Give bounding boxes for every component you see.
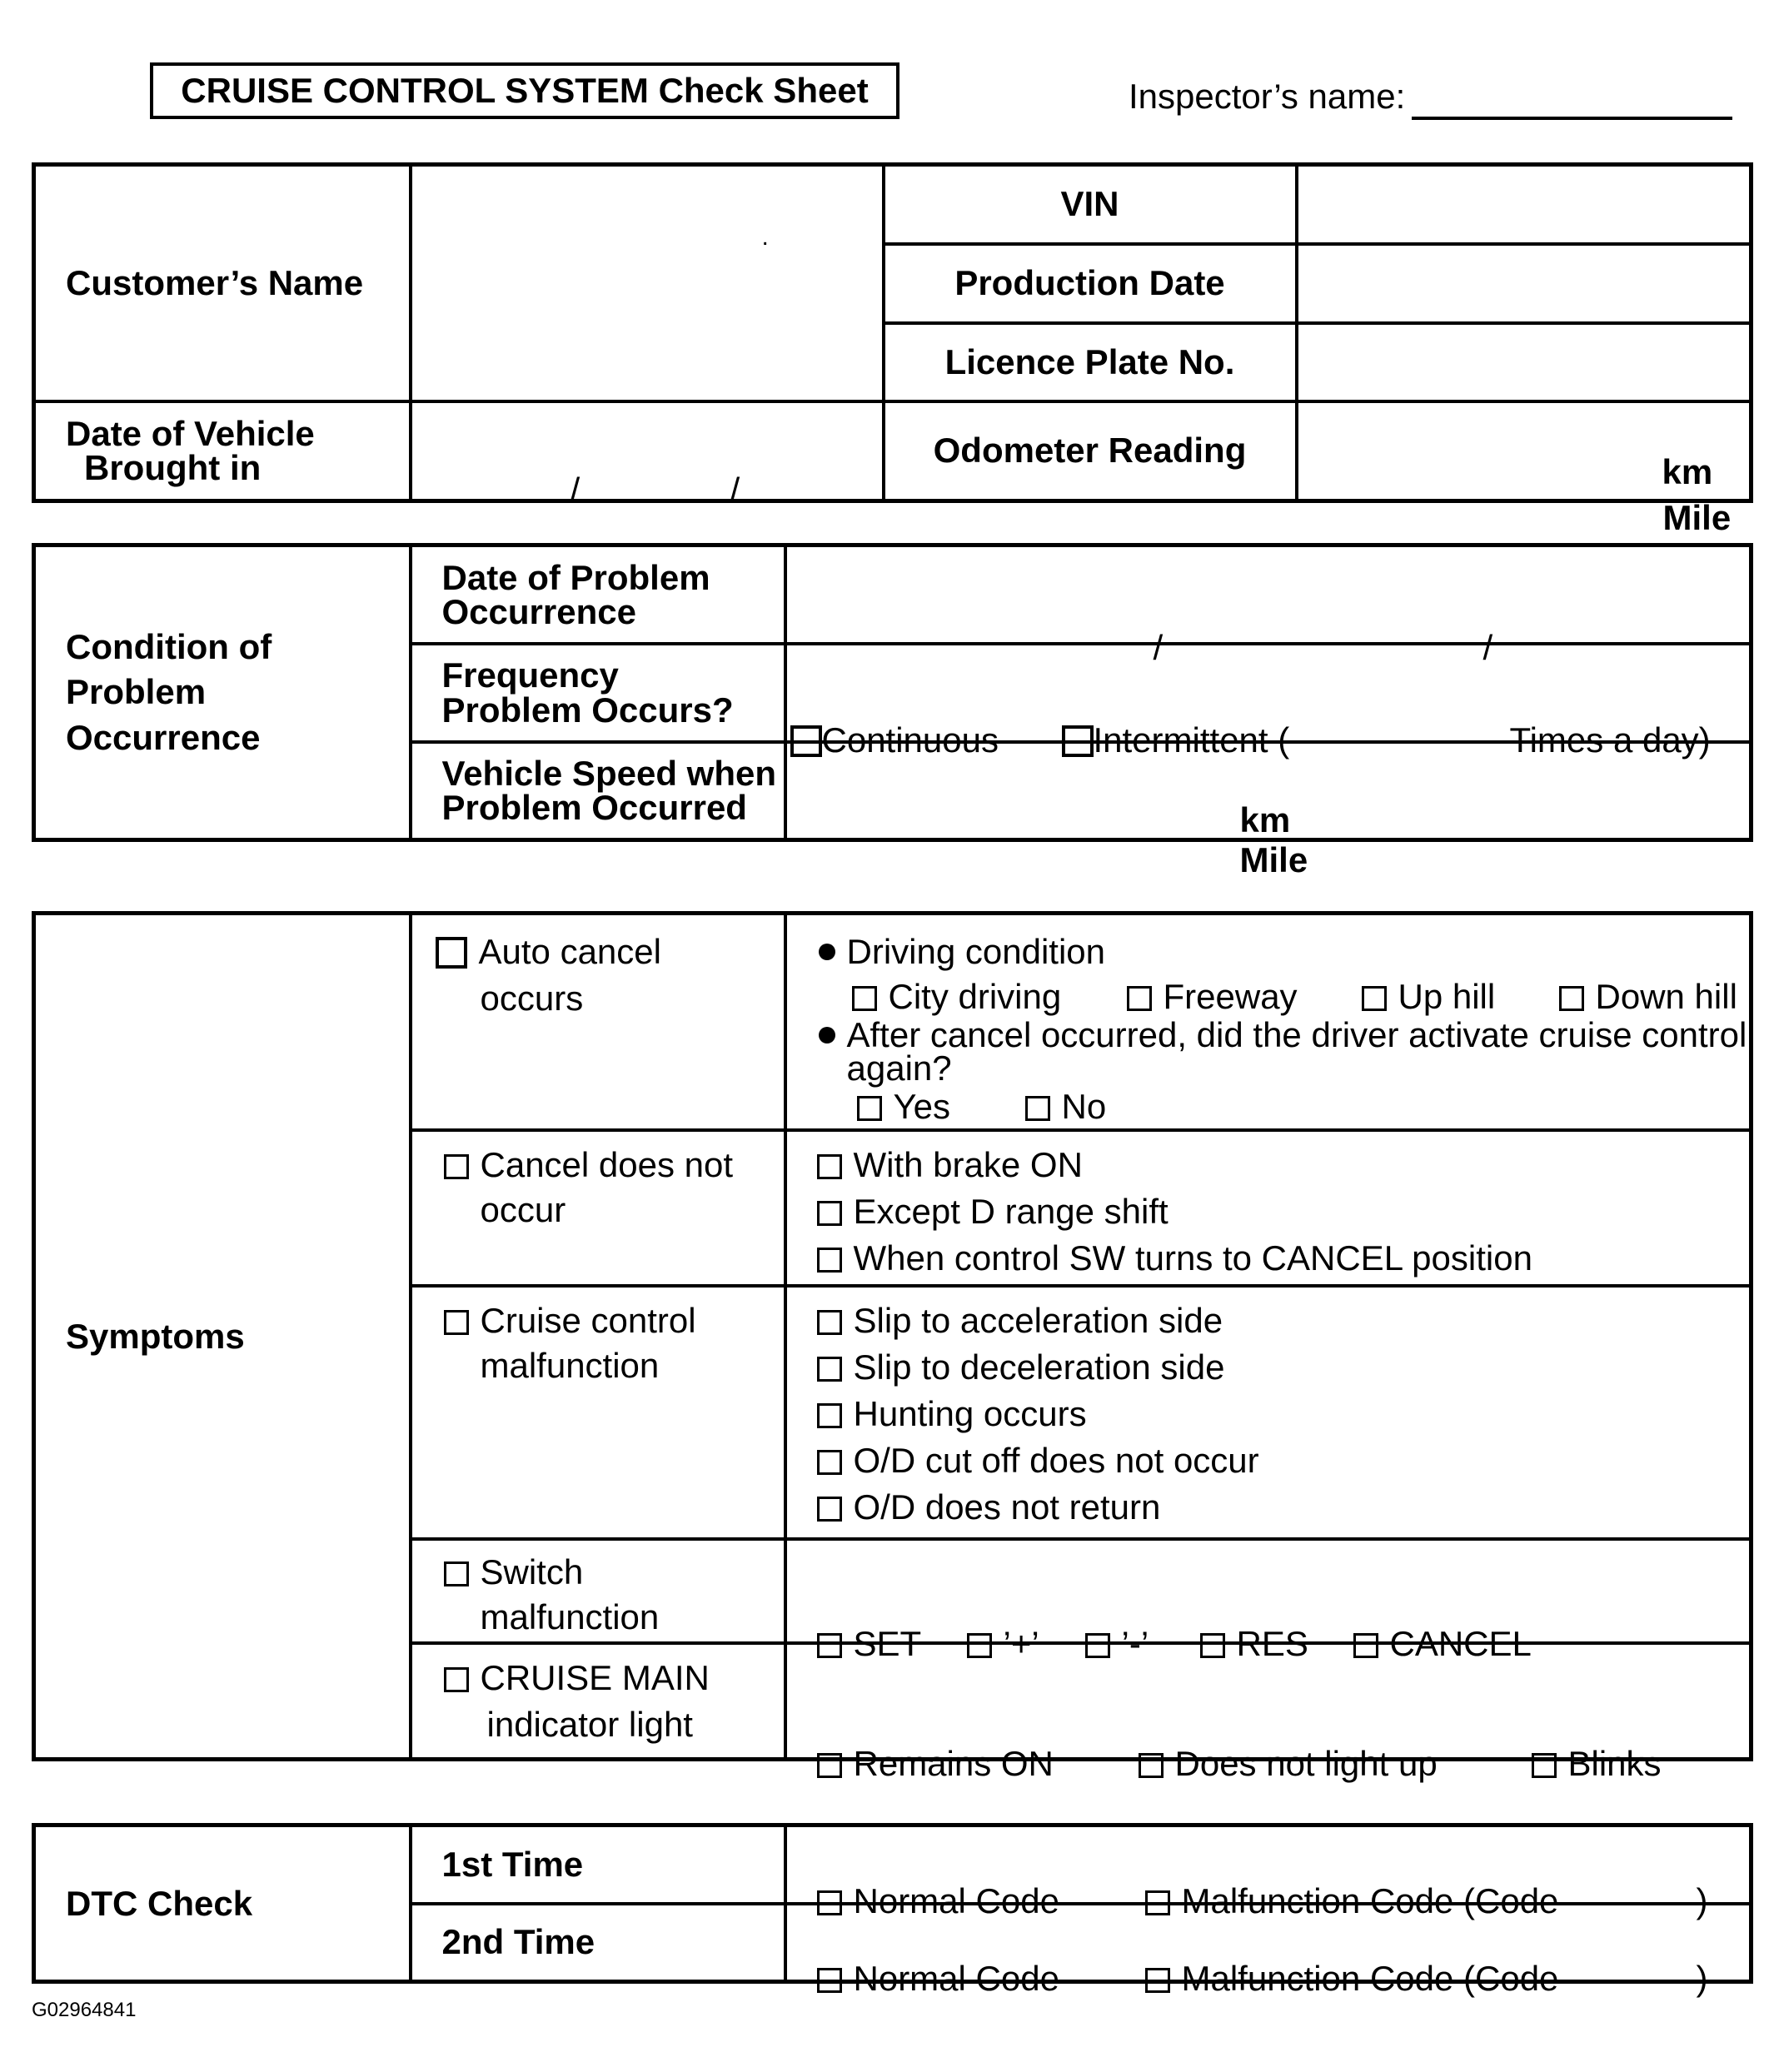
date-problem-label: Date of Problem Occurrence bbox=[411, 545, 785, 644]
minus-option[interactable]: ’-’ bbox=[1085, 1624, 1149, 1664]
set-option[interactable]: SET bbox=[817, 1624, 922, 1664]
date-problem-field[interactable] bbox=[785, 545, 1752, 667]
downhill-option[interactable]: Down hill bbox=[1559, 977, 1737, 1017]
dtc-section-label: DTC Check bbox=[34, 1825, 411, 1982]
symptoms-section-label: Symptoms bbox=[34, 914, 411, 1760]
does-not-light-option[interactable]: Does not light up bbox=[1139, 1744, 1438, 1784]
checkbox-icon[interactable] bbox=[444, 1667, 469, 1692]
customer-name-dot: . bbox=[761, 223, 769, 251]
licence-plate-label: Licence Plate No. bbox=[884, 323, 1297, 401]
auto-cancel-details: Driving condition City driving Freeway Up hill Down hill After cancel occurred, did the driver activate cruise control again? Yes No bbox=[785, 914, 1752, 1130]
unit-mile: Mile bbox=[1662, 498, 1732, 538]
dtc-check-table bbox=[32, 1823, 1753, 1999]
continuous-option[interactable]: Continuous bbox=[790, 720, 999, 760]
production-date-field[interactable] bbox=[1297, 244, 1752, 323]
vin-field[interactable] bbox=[1297, 165, 1752, 244]
freeway-option[interactable]: Freeway bbox=[1127, 977, 1298, 1017]
checkbox-icon[interactable] bbox=[790, 725, 822, 757]
intermittent-option[interactable]: Intermittent ( bbox=[1062, 720, 1290, 760]
inspector-name-label: Inspector’s name: bbox=[1129, 77, 1406, 116]
second-time-options: Normal Code Malfunction Code (Code ) bbox=[785, 1904, 1752, 1982]
customer-name-label: Customer’s Name bbox=[34, 165, 411, 401]
inspector-name-field[interactable] bbox=[1412, 117, 1732, 120]
odometer-label: Odometer Reading bbox=[884, 401, 1297, 501]
control-sw-cancel-option[interactable]: When control SW turns to CANCEL position bbox=[817, 1238, 1532, 1278]
hunting-option[interactable]: Hunting occurs bbox=[817, 1394, 1087, 1434]
slip-deceleration-option[interactable]: Slip to deceleration side bbox=[817, 1347, 1225, 1387]
date-separator: / bbox=[1153, 627, 1164, 667]
bullet-icon bbox=[819, 944, 835, 960]
slip-acceleration-option[interactable]: Slip to acceleration side bbox=[817, 1301, 1223, 1341]
bullet-icon bbox=[819, 1027, 835, 1043]
switch-malfunction-details bbox=[785, 1539, 1752, 1663]
first-time-options: Normal Code Malfunction Code (Code ) bbox=[785, 1825, 1752, 1904]
no-option[interactable]: No bbox=[1025, 1087, 1107, 1127]
with-brake-on-option[interactable]: With brake ON bbox=[817, 1145, 1083, 1185]
date-separator: / bbox=[570, 471, 581, 511]
date-brought-in-field[interactable] bbox=[411, 401, 884, 511]
times-a-day-label: Times a day) bbox=[1509, 720, 1711, 760]
remains-on-option[interactable]: Remains ON bbox=[817, 1744, 1054, 1784]
first-time-label: 1st Time bbox=[411, 1825, 785, 1904]
cruise-malfunction-details bbox=[785, 1286, 1752, 1539]
res-option[interactable]: RES bbox=[1200, 1624, 1308, 1664]
second-time-label: 2nd Time bbox=[411, 1904, 785, 1982]
condition-section-label: Condition of Problem Occurrence bbox=[34, 545, 411, 840]
uphill-option[interactable]: Up hill bbox=[1362, 977, 1496, 1017]
condition-table bbox=[32, 543, 1753, 880]
normal-code-option[interactable]: Normal Code bbox=[817, 1881, 1059, 1921]
auto-cancel-symptom: Auto cancel occurs bbox=[411, 914, 785, 1130]
plus-option[interactable]: ’+’ bbox=[967, 1624, 1039, 1664]
indicator-light-symptom: CRUISE MAIN indicator light bbox=[411, 1643, 785, 1760]
vehicle-info-table bbox=[32, 162, 1753, 538]
customer-name-field[interactable] bbox=[411, 165, 884, 401]
yes-option[interactable]: Yes bbox=[857, 1087, 951, 1127]
city-driving-option[interactable]: City driving bbox=[852, 977, 1062, 1017]
frequency-options bbox=[785, 644, 1752, 760]
checkbox-icon[interactable] bbox=[444, 1310, 469, 1335]
symptoms-table bbox=[32, 911, 1753, 1784]
od-cut-off-option[interactable]: O/D cut off does not occur bbox=[817, 1441, 1259, 1481]
cancel-option[interactable]: CANCEL bbox=[1353, 1624, 1532, 1664]
frequency-label: Frequency Problem Occurs? bbox=[411, 644, 785, 742]
production-date-label: Production Date bbox=[884, 244, 1297, 323]
date-brought-in-label: Date of Vehicle Brought in bbox=[34, 401, 411, 501]
odometer-field[interactable] bbox=[1297, 401, 1752, 538]
date-separator: / bbox=[1482, 627, 1493, 667]
vin-label: VIN bbox=[884, 165, 1297, 244]
unit-km: km bbox=[1239, 800, 1291, 840]
malfunction-code-option[interactable]: Malfunction Code (Code bbox=[1145, 1959, 1559, 1999]
check-sheet-title: CRUISE CONTROL SYSTEM Check Sheet bbox=[150, 62, 899, 119]
date-separator: / bbox=[730, 471, 740, 511]
licence-plate-field[interactable] bbox=[1297, 323, 1752, 401]
cancel-not-occur-symptom: Cancel does not occur bbox=[411, 1130, 785, 1286]
vehicle-speed-label: Vehicle Speed when Problem Occurred bbox=[411, 742, 785, 840]
figure-id: G02964841 bbox=[32, 1999, 137, 2021]
checkbox-icon[interactable] bbox=[1062, 725, 1094, 757]
malfunction-code-option[interactable]: Malfunction Code (Code bbox=[1145, 1881, 1559, 1921]
blinks-option[interactable]: Blinks bbox=[1532, 1744, 1662, 1784]
cancel-not-occur-details bbox=[785, 1130, 1752, 1286]
unit-mile: Mile bbox=[1239, 840, 1308, 880]
od-not-return-option[interactable]: O/D does not return bbox=[817, 1487, 1161, 1527]
cruise-malfunction-symptom: Cruise control malfunction bbox=[411, 1286, 785, 1539]
unit-km: km bbox=[1662, 452, 1713, 492]
except-d-range-option[interactable]: Except D range shift bbox=[817, 1192, 1169, 1232]
switch-malfunction-symptom: Switch malfunction bbox=[411, 1539, 785, 1643]
checkbox-icon[interactable] bbox=[444, 1154, 469, 1179]
normal-code-option[interactable]: Normal Code bbox=[817, 1959, 1059, 1999]
checkbox-icon[interactable] bbox=[436, 937, 467, 969]
checkbox-icon[interactable] bbox=[444, 1561, 469, 1586]
